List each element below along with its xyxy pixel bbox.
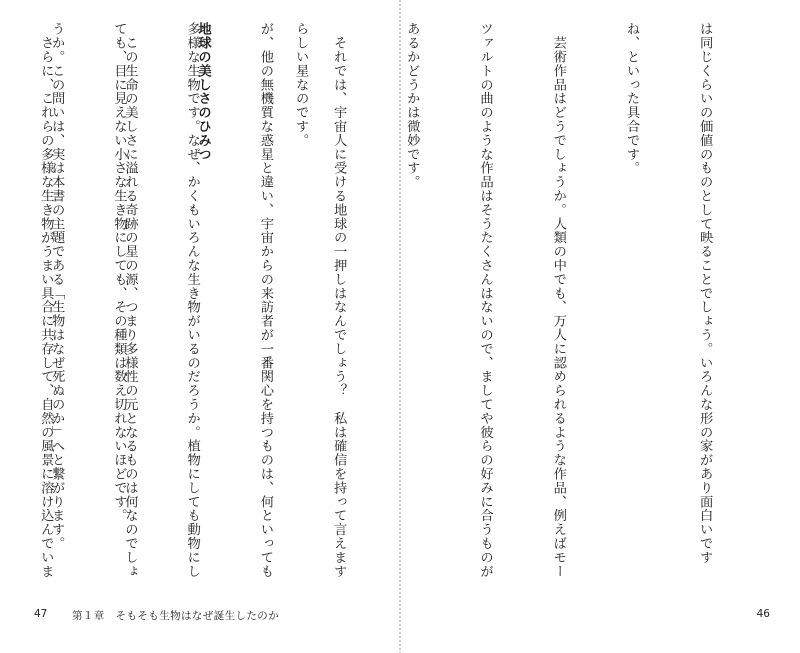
section-heading: 地球の美しさのひみつ — [195, 22, 211, 161]
text-line: あるかどうかは微妙です。 — [404, 22, 420, 189]
text-line: ツァルトの曲のような作品はそうたくさんはないので、ましてや彼らの好みに合うものが — [477, 22, 493, 578]
text-line: 芸術作品はどうでしょうか。人類の中でも、万人に認められるような作品、例えばモー — [550, 22, 566, 578]
page-number: 46 — [756, 608, 770, 620]
page-number: 47 — [34, 608, 48, 620]
text-line: が、他の無機質な惑星と違い、宇宙からの来訪者が一番関心を持つものは、何といっても — [257, 22, 273, 578]
text-line: らしい星なのです。 — [293, 22, 309, 148]
running-head: 第１章 そもそも生物はなぜ誕生したのか — [72, 610, 280, 622]
text-line: うか。この問いは、実は本書の主題である「生物はなぜ死ぬのか」へと繋がります。 — [49, 22, 65, 551]
text-line: 多様な生物です。なぜ、かくもいろんな生き物がいるのだろうか。植物にしても動物にし — [184, 22, 200, 578]
text-line: さらに、これらの多様な生き物がうまい具合に共存して、自然の風景に溶け込んでいま — [38, 22, 54, 578]
text-line: この生命の美しさに溢れる奇跡の星の源、つまり多様性の元となるものは何なのでしょ — [122, 22, 138, 578]
text-line: それでは、宇宙人に受ける地球の一押しはなんでしょう？ 私は確信を持って言えます — [331, 22, 347, 578]
text-line: は同じくらいの価値のものとして映ることでしょう。いろんな形の家があり面白いです — [697, 22, 713, 565]
text-line: ね、といった具合です。 — [623, 22, 639, 175]
text-line: ても、目に見えない小さな生き物にしても、その種類は数え切れないほどです。 — [111, 22, 127, 523]
